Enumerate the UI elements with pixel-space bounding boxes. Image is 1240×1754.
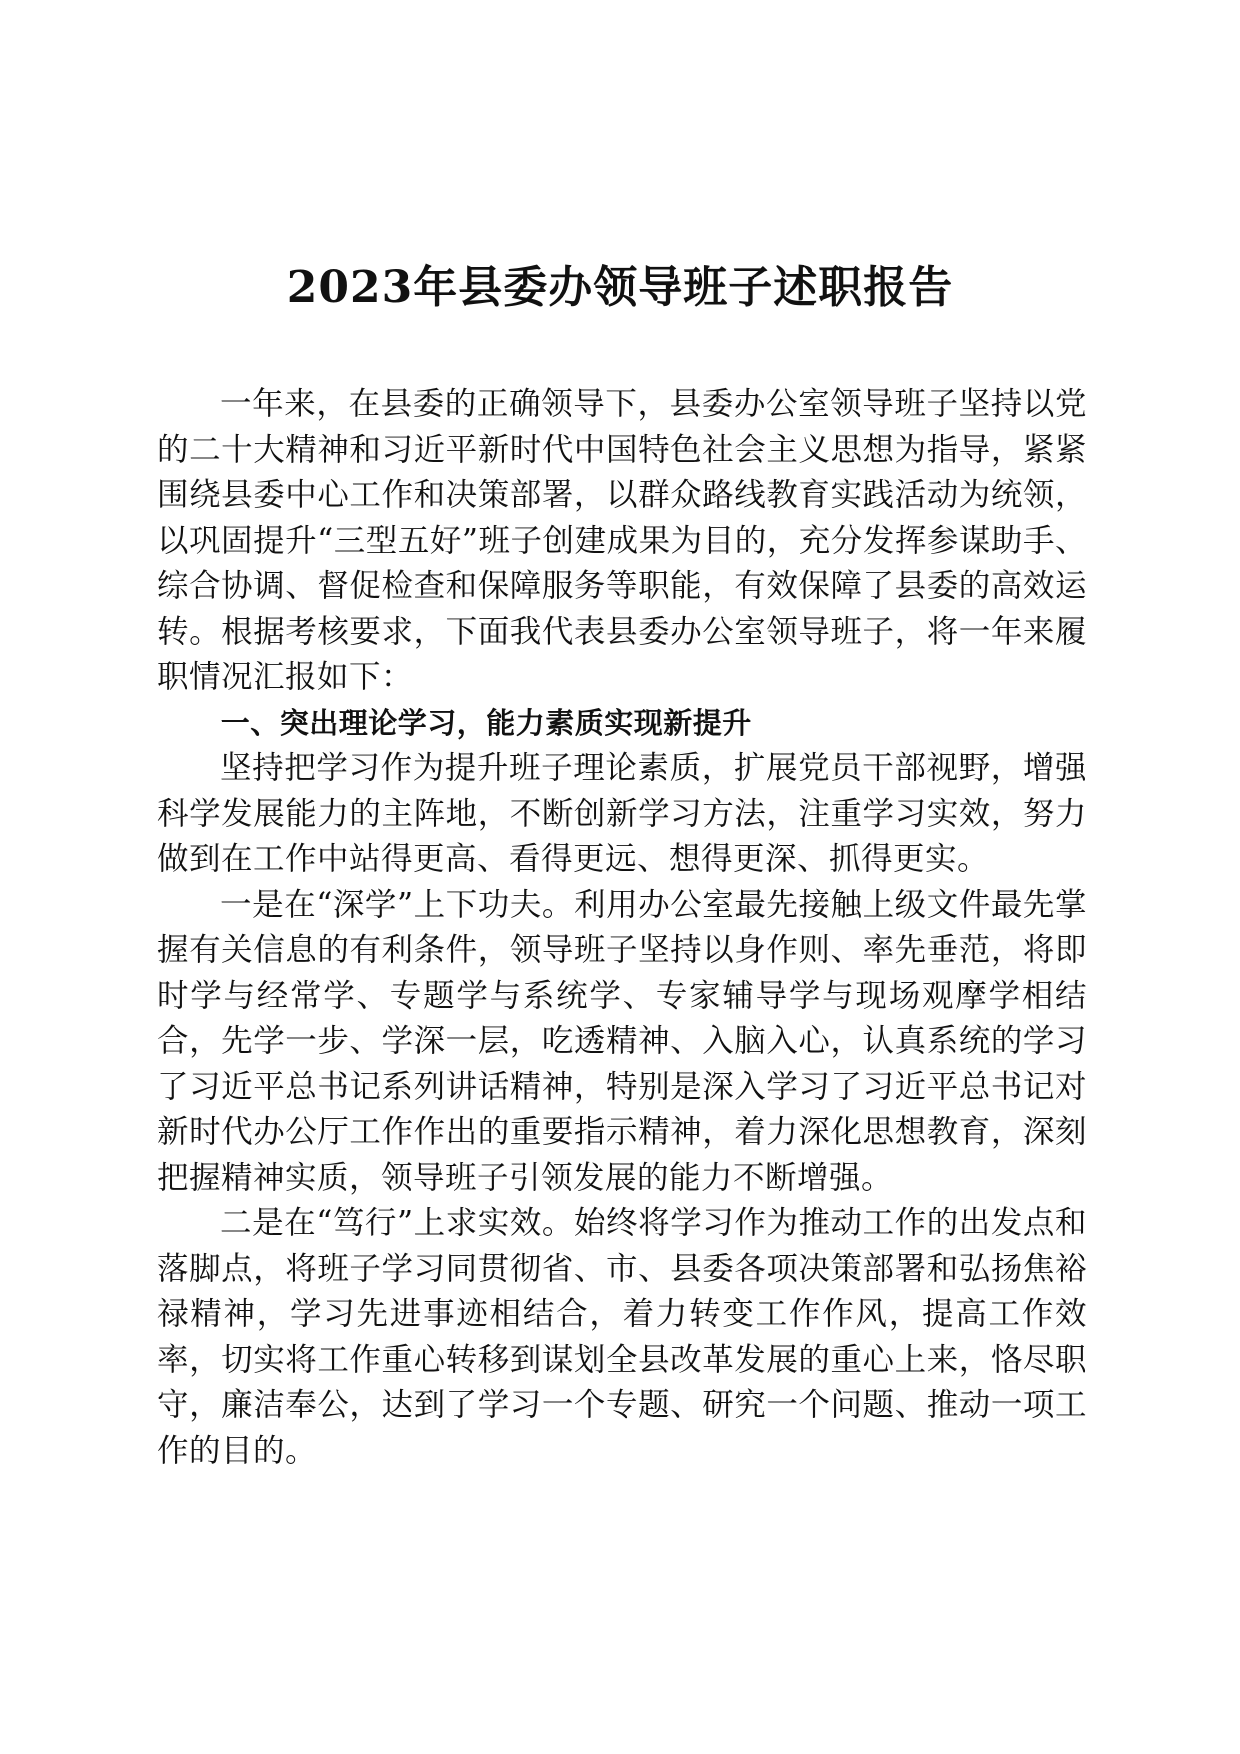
document-body bbox=[157, 382, 1087, 1474]
document-title: 2023年县委办领导班子述职报告 bbox=[286, 262, 954, 313]
section-1-paragraph: 坚持把学习作为提升班子理论素质，扩展党员干部视野，增强科学发展能力的主阵地，不断创新学习方法，注重学习实效，努力做到在工作中站得更高、看得更远、想得更深、抓得更实。 bbox=[157, 750, 1087, 877]
section-heading-1: 一、突出理论学习，能力素质实现新提升 bbox=[220, 705, 752, 740]
point-practice-paragraph: 二是在“笃行”上求实效。始终将学习作为推动工作的出发点和落脚点，将班子学习同贯彻省、市、县委各项决策部署和弘扬焦裕禄精神，学习先进事迹相结合，着力转变工作作风，提高工作效率，切实将工作重心转移到谋划全县改革发展的重心上来，恪尽职守，廉洁奉公，达到了学习一个专题、研究一个问题、推动一项工作的目的。 bbox=[157, 1205, 1087, 1469]
point-deep-study-paragraph: 一是在“深学”上下功夫。利用办公室最先接触上级文件最先掌握有关信息的有利条件，领导班子坚持以身作则、率先垂范，将即时学与经常学、专题学与系统学、专家辅导学与现场观摩学相结合，先学一步、学深一层，吃透精神、入脑入心，认真系统的学习了习近平总书记系列讲话精神，特别是深入学习了习近平总书记对新时代办公厅工作作出的重要指示精神，着力深化思想教育，深刻把握精神实质，领导班子引领发展的能力不断增强。 bbox=[157, 886, 1087, 1196]
intro-paragraph: 一年来，在县委的正确领导下，县委办公室领导班子坚持以党的二十大精神和习近平新时代中国特色社会主义思想为指导，紧紧围绕县委中心工作和决策部署，以群众路线教育实践活动为统领，以巩固提升“三型五好”班子创建成果为目的，充分发挥参谋助手、综合协调、督促检查和保障服务等职能，有效保障了县委的高效运转。根据考核要求，下面我代表县委办公室领导班子，将一年来履职情况汇报如下： bbox=[157, 386, 1087, 695]
